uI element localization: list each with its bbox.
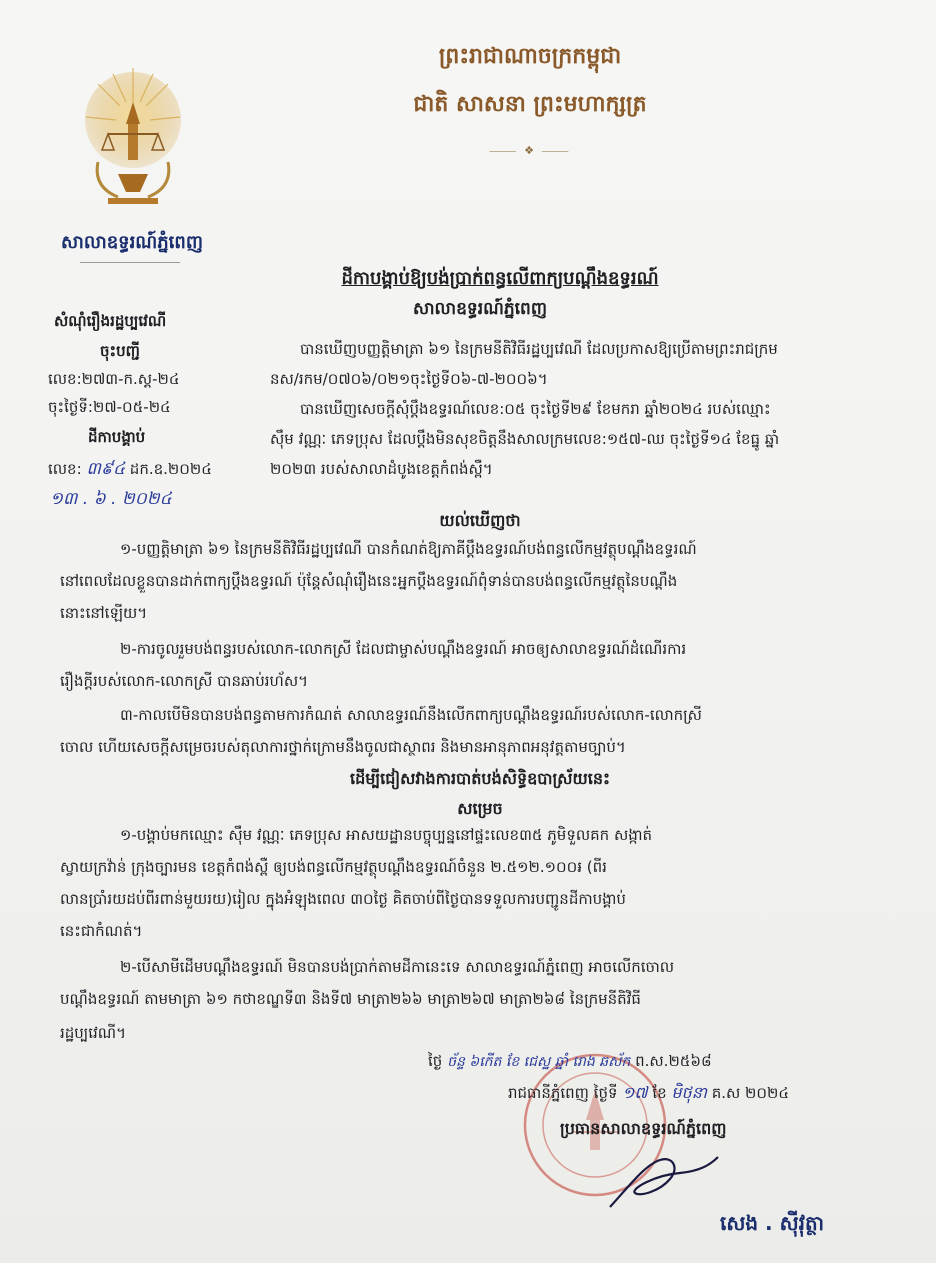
month-prefix: ខែ: [652, 1084, 667, 1102]
signer-title: ប្រធានសាលាឧទ្ធរណ៍ភ្នំពេញ: [560, 1119, 727, 1138]
considering-line: ចោល ហើយសេចក្ដីសម្រេចរបស់តុលាការថ្នាក់ក្រោមនឹងចូលជាស្ថាពរ និងមានអានុភាពអនុវត្តតាមច្បាប់។: [60, 738, 626, 756]
kingdom-heading: ព្រះរាជាណាចក្រកម្ពុជា: [438, 43, 622, 69]
case-date: ចុះថ្ងៃទី:២៧-០៥-២៤: [48, 398, 171, 416]
decision-line: ១-បង្គាប់មកឈ្មោះ ស៊ឹម វណ្ណៈ ភេទប្រុស អាសយដ្ឋានបច្ចុប្បន្ននៅផ្ទះលេខ៣៥ ភូមិទួលគក សង្កាត់: [120, 826, 653, 844]
order-number-row: [48, 458, 248, 483]
case-number: លេខ:២៧៣-ក.ស្ត-២៤: [48, 370, 180, 388]
handwritten-signature-icon: [600, 1145, 730, 1215]
place-date-prefix: រាជធានីភ្នំពេញ ថ្ងៃទី: [508, 1084, 618, 1102]
decision-line: លានប្រាំរយដប់ពីរពាន់មួយរយ)រៀល ក្នុងអំឡុងពេល ៣០ថ្ងៃ គិតចាប់ពីថ្ងៃបានទទួលការបញ្ជូនដីកាបង្គាប់: [60, 890, 626, 908]
considering-line: នោះនៅឡើយ។: [60, 604, 148, 622]
considering-line: ៣-កាលបើមិនបានបង់ពន្ធតាមការកំណត់ សាលាឧទ្ធរណ៍នឹងលើកពាក្យបណ្ដឹងឧទ្ធរណ៍របស់លោក-លោកស្រី: [120, 706, 702, 724]
motto-heading: ជាតិ សាសនា ព្រះមហាក្សត្រ: [413, 91, 647, 117]
intro-line: បានឃើញបញ្ញត្តិមាត្រា ៦១ នៃក្រមនីតិវិធីរដ្ឋប្បវេណី ដែលប្រកាសឱ្យប្រើតាមព្រះរាជក្រម: [300, 340, 778, 358]
decision-line: ស្វាយក្រវ៉ាន់ ក្រុងច្បារមន ខេត្តកំពង់ស្ពឺ ឲ្យបង់ពន្ធលើកម្មវត្ថុបណ្ដឹងឧទ្ធរណ៍ចំនួន ២.៥១២.១០០៛ (ពីរ: [60, 858, 607, 876]
order-date-handwritten: ១៣ . ៦ . ២០២៤: [50, 489, 172, 509]
document-subtitle: សាលាឧទ្ធរណ៍ភ្នំពេញ: [412, 299, 548, 319]
considering-heading: យល់ឃើញថា: [439, 511, 521, 530]
avoid-heading: ដើម្បីជៀសវាងការបាត់បង់សិទ្ធិឧបាស្រ័យនេះ: [350, 769, 610, 788]
intro-line: នស/រកម/០៧០៦/០២១ចុះថ្ងៃទី០៦-៧-២០០៦។: [270, 370, 548, 388]
court-emblem-icon: [78, 62, 188, 212]
day-handwritten: ១៧: [622, 1083, 648, 1102]
decision-line: ២-បើសាមីដើមបណ្ដឹងឧទ្ធរណ៍ មិនបានបង់ប្រាក់តាមដីកានេះទេ សាលាឧទ្ធរណ៍ភ្នំពេញ អាចលើកចោល: [120, 958, 675, 976]
ornament-divider: ⸻ ❖ ⸻: [489, 144, 571, 157]
lunar-date-prefix: ថ្ងៃ: [428, 1052, 443, 1070]
gregorian-year: គ.ស ២០២៤: [711, 1084, 790, 1102]
intro-line: បានឃើញសេចក្ដីសុំប្ដឹងឧទ្ធរណ៍លេខ:០៥ ចុះថ្ងៃទី២៩ ខែមករា ឆ្នាំ២០២៤ របស់ឈ្មោះ: [300, 400, 771, 418]
signer-name: សេង . ស៊ីវុត្ថា: [720, 1211, 825, 1235]
decision-heading: សម្រេច: [457, 799, 503, 818]
decision-line: រដ្ឋប្បវេណី។: [60, 1024, 126, 1042]
gregorian-date-row: [508, 1082, 789, 1106]
considering-line: នៅពេលដែលខ្លួនបានដាក់ពាក្យប្ដឹងឧទ្ធរណ៍ ប៉ុន្តែសំណុំរឿងនេះអ្នកប្ដឹងឧទ្ធរណ៍ពុំទាន់បានបង់ពន្ធលើកម្មវត្ថុនៃបណ្ដឹង: [60, 572, 678, 590]
case-label: សំណុំរឿងរដ្ឋប្បវេណី: [54, 312, 167, 330]
lunar-date-row: [428, 1052, 712, 1074]
considering-line: ១-បញ្ញត្តិមាត្រា ៦១ នៃក្រមនីតិវិធីរដ្ឋប្បវេណី បានកំណត់ឱ្យភាគីប្ដឹងឧទ្ធរណ៍បង់ពន្ធលើកម្មវត្ថុបណ្ដឹងឧទ្ធរណ៍: [120, 540, 697, 558]
order-number-label: លេខ:: [48, 460, 82, 478]
intro-line: ២០២៣ របស់សាលាដំបូងខេត្តកំពង់ស្ពឺ។: [270, 460, 493, 478]
court-name-divider: [80, 262, 180, 263]
considering-line: ២-ការចូលរួមបង់ពន្ធរបស់លោក-លោកស្រី ដែលជាម្ចាស់បណ្ដឹងឧទ្ធរណ៍ អាចឲ្យសាលាឧទ្ធរណ៍ដំណើរការ: [120, 640, 687, 658]
document-title: ដីកាបង្គាប់ឱ្យបង់ប្រាក់ពន្ធលើពាក្យបណ្ដឹងឧទ្ធរណ៍: [341, 268, 659, 289]
considering-line: រឿងក្ដីរបស់លោក-លោកស្រី បានឆាប់រហ័ស។: [60, 672, 308, 690]
decision-line: នេះជាកំណត់។: [60, 922, 143, 940]
registered-label: ចុះបញ្ជី: [100, 342, 140, 360]
court-name: សាលាឧទ្ធរណ៍ភ្នំពេញ: [61, 232, 203, 253]
month-handwritten: មិថុនា: [671, 1083, 707, 1102]
intro-line: ស៊ឹម វណ្ណៈ ភេទប្រុស ដែលប្ដឹងមិនសុខចិត្តនឹងសាលក្រមលេខ:១៥៧-ឈ ចុះថ្ងៃទី១៤ ខែធ្នូ ឆ្នាំ: [270, 430, 780, 448]
order-label: ដីកាបង្គាប់: [88, 428, 146, 446]
lunar-date-handwritten: ច័ន្ទ ៦កើត ខែ ជេស្ឋ ឆ្នាំ រោង ឆស័ក: [447, 1054, 631, 1070]
order-number-handwritten: ៣៩៤: [86, 459, 126, 479]
decision-line: បណ្ដឹងឧទ្ធរណ៍ តាមមាត្រា ៦១ កថាខណ្ឌទី៣ និងទី៧ មាត្រា២៦៦ មាត្រា២៦៧ មាត្រា២៦៨ នៃក្រមនីតិវិធី: [60, 990, 641, 1008]
lunar-era: ព.ស.២៥៦៨: [635, 1052, 712, 1070]
order-number-suffix: ដក.ឧ.២០២៤: [129, 460, 212, 478]
